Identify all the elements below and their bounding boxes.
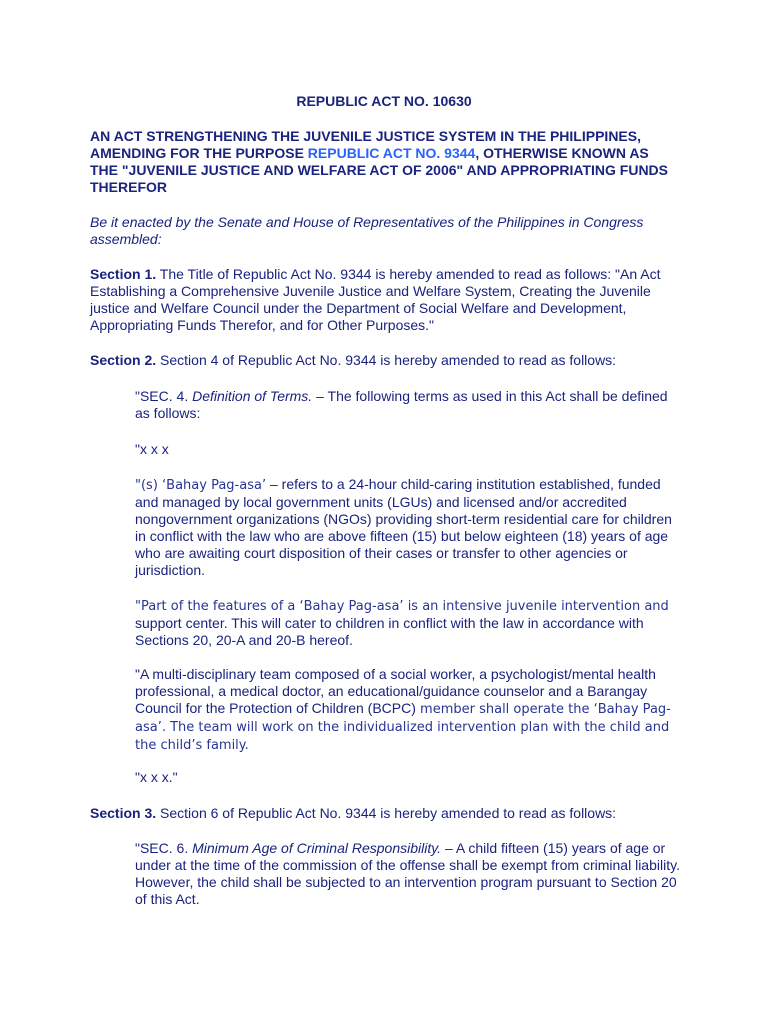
- act-subtitle: [90, 128, 680, 196]
- team-text-start: "A multi-disciplinary team composed of a social worker, a psychologist/mental health professional, a medical doctor, an educational/guidance counselor and a Barangay Council for the Protection of Children (BCPC): [135, 666, 656, 716]
- sec-4-heading: Definition of Terms.: [192, 388, 313, 404]
- features-text-end: support center. This will cater to children in conflict with the law in accordance with Sections 20, 20-A and 20-B hereof.: [135, 615, 644, 648]
- section-1-text: The Title of Republic Act No. 9344 is hereby amended to read as follows: "An Act Establishing a Comprehensive Juvenile Justice and Welfare System, Creating the Juvenile justice and Welfare Council under the Department of Social Welfare and Development, Appropriating Funds Therefor, and for Other Purposes.": [90, 266, 661, 333]
- sec-6-text: – A child fifteen (15) years of age or under at the time of the commission of the offense shall be exempt from criminal liability. However, the child shall be subjected to an intervention program pursuant to Section 20 of this Act.: [135, 840, 680, 907]
- section-3-heading: Section 3.: [90, 805, 157, 821]
- features-text-start: "Part of the features of a ‘Bahay Pag-asa’ is an intensive juvenile intervention and: [135, 599, 669, 614]
- section-1: [90, 266, 680, 334]
- sec-4-intro: [135, 388, 680, 422]
- section-2-heading: Section 2.: [90, 352, 157, 368]
- sec-4-text: – The following terms as used in this Act shall be defined as follows:: [135, 388, 668, 421]
- definition-s-term: "(s) ‘Bahay Pag-asa’: [135, 478, 267, 493]
- sec-6-label: "SEC. 6.: [135, 840, 193, 856]
- sec-6-heading: Minimum Age of Criminal Responsibility.: [192, 840, 442, 856]
- subtitle-text-start: AN ACT STRENGTHENING THE JUVENILE JUSTICE SYSTEM IN THE PHILIPPINES, AMENDING FOR THE PURPOSE: [90, 128, 641, 161]
- enacting-clause: Be it enacted by the Senate and House of Representatives of the Philippines in Congress assembled:: [90, 214, 644, 247]
- definition-s-text: – refers to a 24-hour child-caring institution established, funded and managed by local government units (LGUs) and licensed and/or accredited nongovernment organizations (NGOs) providing short-term residential care for children in conflict with the law who are above fifteen (15) but below eighteen (18) years of age who are awaiting court disposition of their cases or transfer to other agencies or jurisdiction.: [135, 476, 672, 578]
- ellipsis-2: "x x x.": [135, 769, 178, 785]
- section-2-text: Section 4 of Republic Act No. 9344 is hereby amended to read as follows:: [156, 352, 617, 368]
- ra-9344-link[interactable]: REPUBLIC ACT NO. 9344: [307, 145, 476, 161]
- section-2: [90, 352, 680, 369]
- sec-6-paragraph: [135, 840, 680, 908]
- act-title: REPUBLIC ACT NO. 10630: [296, 93, 472, 109]
- section-1-heading: Section 1.: [90, 266, 157, 282]
- team-text-end: member shall operate the ‘Bahay Pag-asa’. The team will work on the individualized intervention plan with the child and the child’s family.: [135, 702, 671, 753]
- section-3-text: Section 6 of Republic Act No. 9344 is hereby amended to read as follows:: [156, 805, 617, 821]
- ellipsis-1: "x x x: [135, 441, 169, 457]
- features-paragraph: [135, 597, 680, 649]
- section-3: [90, 805, 680, 822]
- sec-4-label: "SEC. 4.: [135, 388, 193, 404]
- subtitle-text-end: , OTHERWISE KNOWN AS THE "JUVENILE JUSTICE AND WELFARE ACT OF 2006" AND APPROPRIATING FUNDS THEREFOR: [90, 145, 668, 195]
- team-paragraph: [135, 666, 680, 754]
- definition-s: [135, 476, 680, 579]
